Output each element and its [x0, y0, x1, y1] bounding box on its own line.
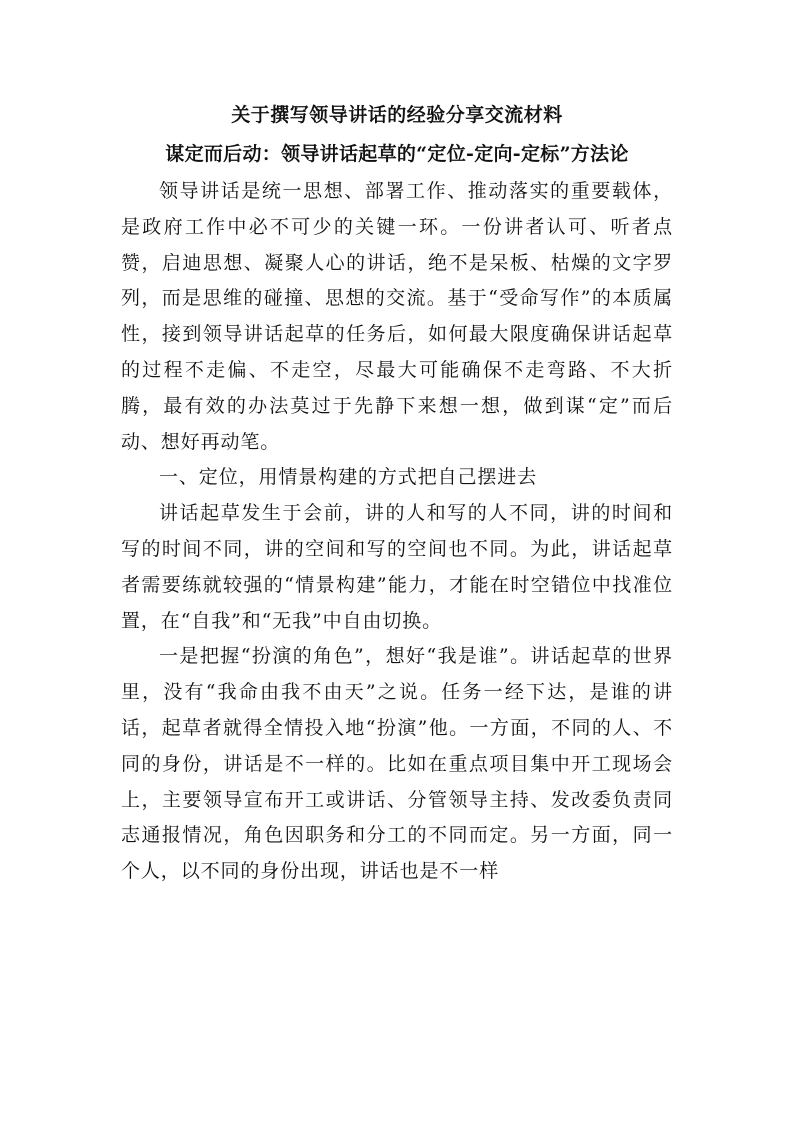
document-subtitle: 谋定而后动：领导讲话起草的“定位-定向-定标”方法论 — [165, 143, 629, 165]
paragraph-role: 一是把握“扮演的角色”，想好“我是谁”。讲话起草的世界里，没有“我命由我不由天”之说。任务一经下达，是谁的讲话，起草者就得全情投入地“扮演”他。一方面，不同的人、不同的身份，讲话是不一样的。比如在重点项目集中开工现场会上，主要领导宣布开工或讲话、分管领导主持、发改委负责同志通报情况，角色因职务和分工的不同而定。另一方面，同一个人，以不同的身份出现，讲话也是不一样 — [121, 645, 673, 883]
document-title: 关于撰写领导讲话的经验分享交流材料 — [231, 104, 563, 126]
section-heading-positioning: 一、定位，用情景构建的方式把自己摆进去 — [159, 466, 538, 489]
paragraph-scenario: 讲话起草发生于会前，讲的人和写的人不同，讲的时间和写的时间不同，讲的空间和写的空间也不同。为此，讲话起草者需要练就较强的“情景构建”能力，才能在时空错位中找准位置，在“自我”和“无我”中自由切换。 — [121, 502, 673, 632]
document-content — [121, 96, 673, 890]
paragraph-intro: 领导讲话是统一思想、部署工作、推动落实的重要载体，是政府工作中必不可少的关键一环。一份讲者认可、听者点赞，启迪思想、凝聚人心的讲话，绝不是呆板、枯燥的文字罗列，而是思维的碰撞、思想的交流。基于“受命写作”的本质属性，接到领导讲话起草的任务后，如何最大限度确保讲话起草的过程不走偏、不走空，尽最大可能确保不走弯路、不大折腾，最有效的办法莫过于先静下来想一想，做到谋“定”而后动、想好再动笔。 — [121, 180, 673, 453]
